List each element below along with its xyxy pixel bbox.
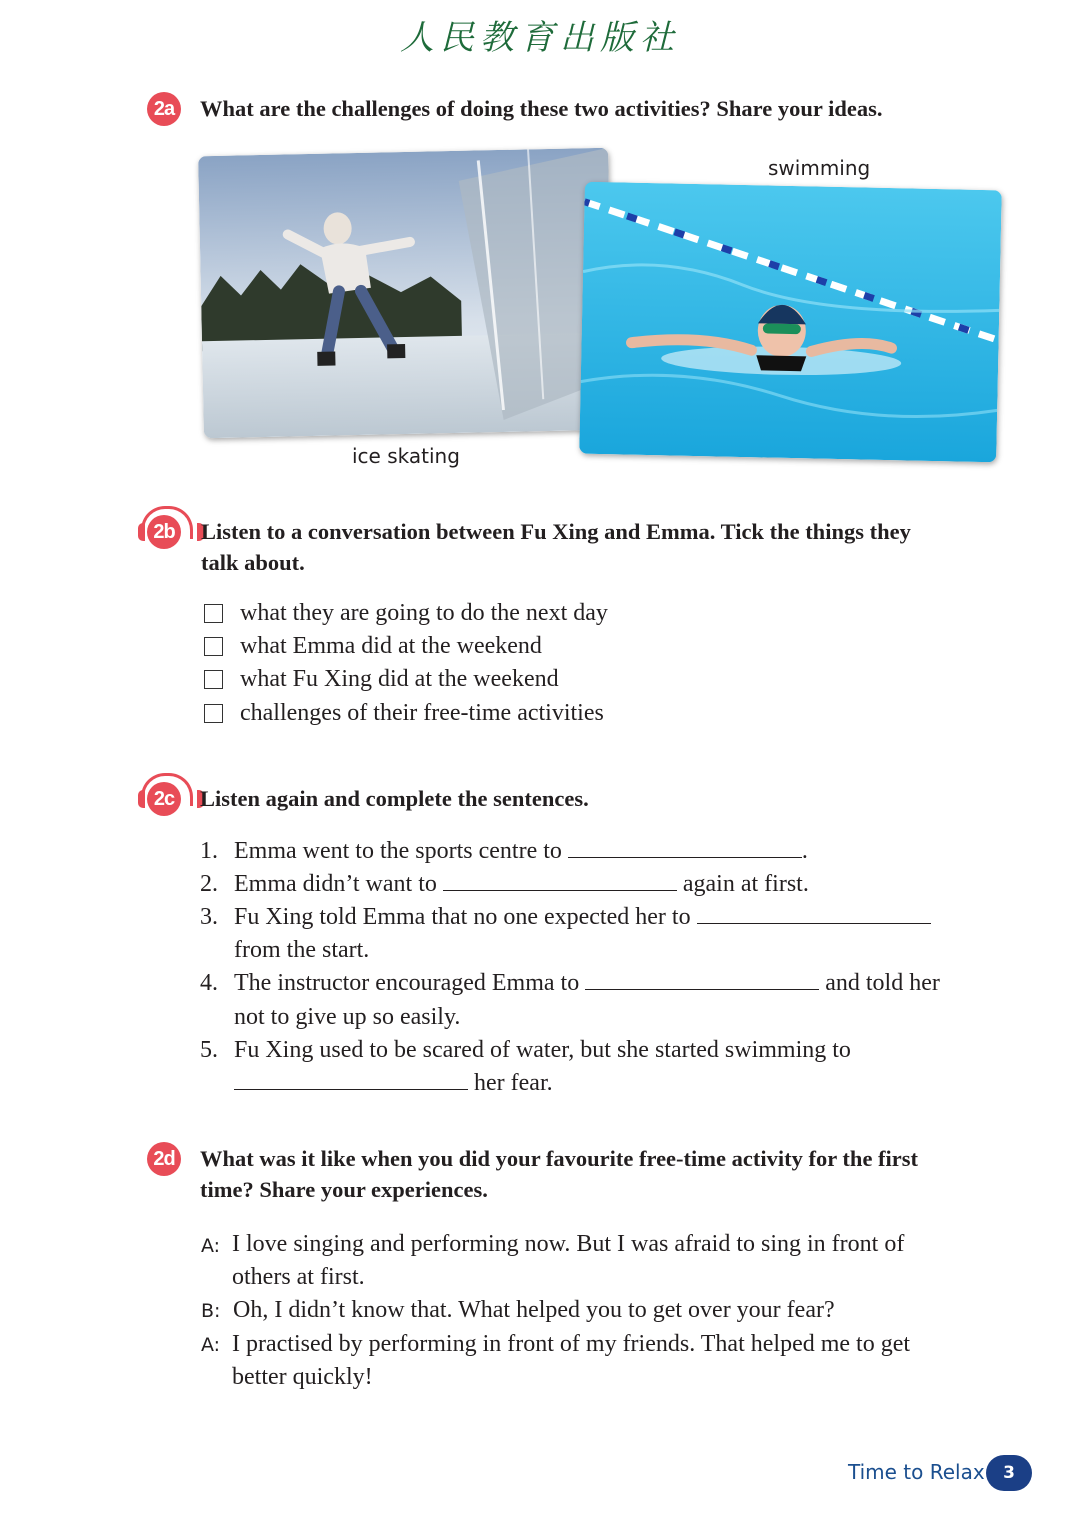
section-2b-heading-line2: talk about. bbox=[201, 550, 305, 575]
section-2d-heading-line1: What was it like when you did your favourite free-time activity for the first bbox=[200, 1146, 919, 1171]
tick-option-1[interactable] bbox=[204, 600, 608, 627]
checkbox[interactable] bbox=[204, 704, 223, 723]
speaker-label: A: bbox=[201, 1334, 221, 1356]
answer-blank[interactable] bbox=[443, 869, 677, 891]
answer-blank[interactable] bbox=[697, 902, 931, 924]
section-2c-heading: Listen again and complete the sentences. bbox=[200, 786, 589, 811]
swimming-caption: swimming bbox=[768, 156, 871, 180]
swimming-photo bbox=[579, 182, 1002, 463]
sentence-text: Emma went to the sports centre to bbox=[234, 838, 562, 864]
section-2a-heading: What are the challenges of doing these two activities? Share your ideas. bbox=[200, 96, 883, 121]
speaker-label: A: bbox=[201, 1235, 221, 1257]
sentence-text: Emma didn’t want to bbox=[234, 871, 437, 897]
sentence-end: again at first. bbox=[682, 871, 809, 897]
sentence-1 bbox=[234, 835, 808, 868]
dialogue-line: Oh, I didn’t know that. What helped you to get over your fear? bbox=[233, 1297, 835, 1323]
sentence-3 bbox=[234, 901, 931, 934]
tick-option-3[interactable] bbox=[204, 666, 559, 693]
sentence-number: 3. bbox=[200, 904, 218, 930]
section-badge-2b: 2b bbox=[147, 515, 181, 549]
sentence-end: her fear. bbox=[474, 1070, 553, 1096]
tick-option-label: what they are going to do the next day bbox=[240, 600, 608, 626]
tick-option-label: what Fu Xing did at the weekend bbox=[240, 666, 559, 692]
section-badge-2a: 2a bbox=[147, 92, 181, 126]
sentence-number: 4. bbox=[200, 970, 218, 996]
checkbox[interactable] bbox=[204, 604, 223, 623]
answer-blank[interactable] bbox=[585, 968, 819, 990]
dialogue-line: I love singing and performing now. But I was afraid to sing in front of bbox=[232, 1231, 905, 1257]
section-2d-heading-line2: time? Share your experiences. bbox=[200, 1177, 488, 1202]
sentence-3-continued: from the start. bbox=[234, 937, 370, 963]
sentence-5-continued bbox=[234, 1067, 553, 1100]
ice-skating-caption: ice skating bbox=[352, 444, 460, 468]
section-2b-heading-line1: Listen to a conversation between Fu Xing and Emma. Tick the things they bbox=[201, 519, 911, 544]
sentence-number: 1. bbox=[200, 838, 218, 864]
sentence-end: . bbox=[801, 838, 808, 864]
sentence-number: 5. bbox=[200, 1037, 218, 1063]
checkbox[interactable] bbox=[204, 670, 223, 689]
page-number: 3 bbox=[986, 1455, 1032, 1491]
dialogue-line: better quickly! bbox=[232, 1364, 373, 1390]
ice-skating-photo bbox=[198, 148, 614, 439]
answer-blank[interactable] bbox=[568, 836, 802, 858]
sentence-4-continued: not to give up so easily. bbox=[234, 1004, 461, 1030]
sentence-2 bbox=[234, 868, 809, 901]
answer-blank[interactable] bbox=[234, 1068, 468, 1090]
dialogue-line: others at first. bbox=[232, 1264, 365, 1290]
sentence-number: 2. bbox=[200, 871, 218, 897]
sentence-text: The instructor encouraged Emma to bbox=[234, 970, 580, 996]
sentence-5: Fu Xing used to be scared of water, but she started swimming to bbox=[234, 1037, 851, 1063]
checkbox[interactable] bbox=[204, 637, 223, 656]
publisher-logo: 人民教育出版社 bbox=[400, 18, 680, 58]
tick-option-label: what Emma did at the weekend bbox=[240, 633, 542, 659]
section-badge-2d: 2d bbox=[147, 1142, 181, 1176]
section-badge-2c: 2c bbox=[147, 782, 181, 816]
tick-option-2[interactable] bbox=[204, 633, 542, 660]
unit-title: Time to Relax bbox=[848, 1460, 985, 1484]
sentence-text: Fu Xing told Emma that no one expected her to bbox=[234, 904, 691, 930]
dialogue-line: I practised by performing in front of my friends. That helped me to get bbox=[232, 1331, 911, 1357]
speaker-label: B: bbox=[201, 1300, 221, 1322]
tick-option-label: challenges of their free-time activities bbox=[240, 700, 604, 726]
sentence-4 bbox=[234, 967, 940, 1000]
tick-option-4[interactable] bbox=[204, 700, 604, 727]
sentence-end: and told her bbox=[825, 970, 940, 996]
